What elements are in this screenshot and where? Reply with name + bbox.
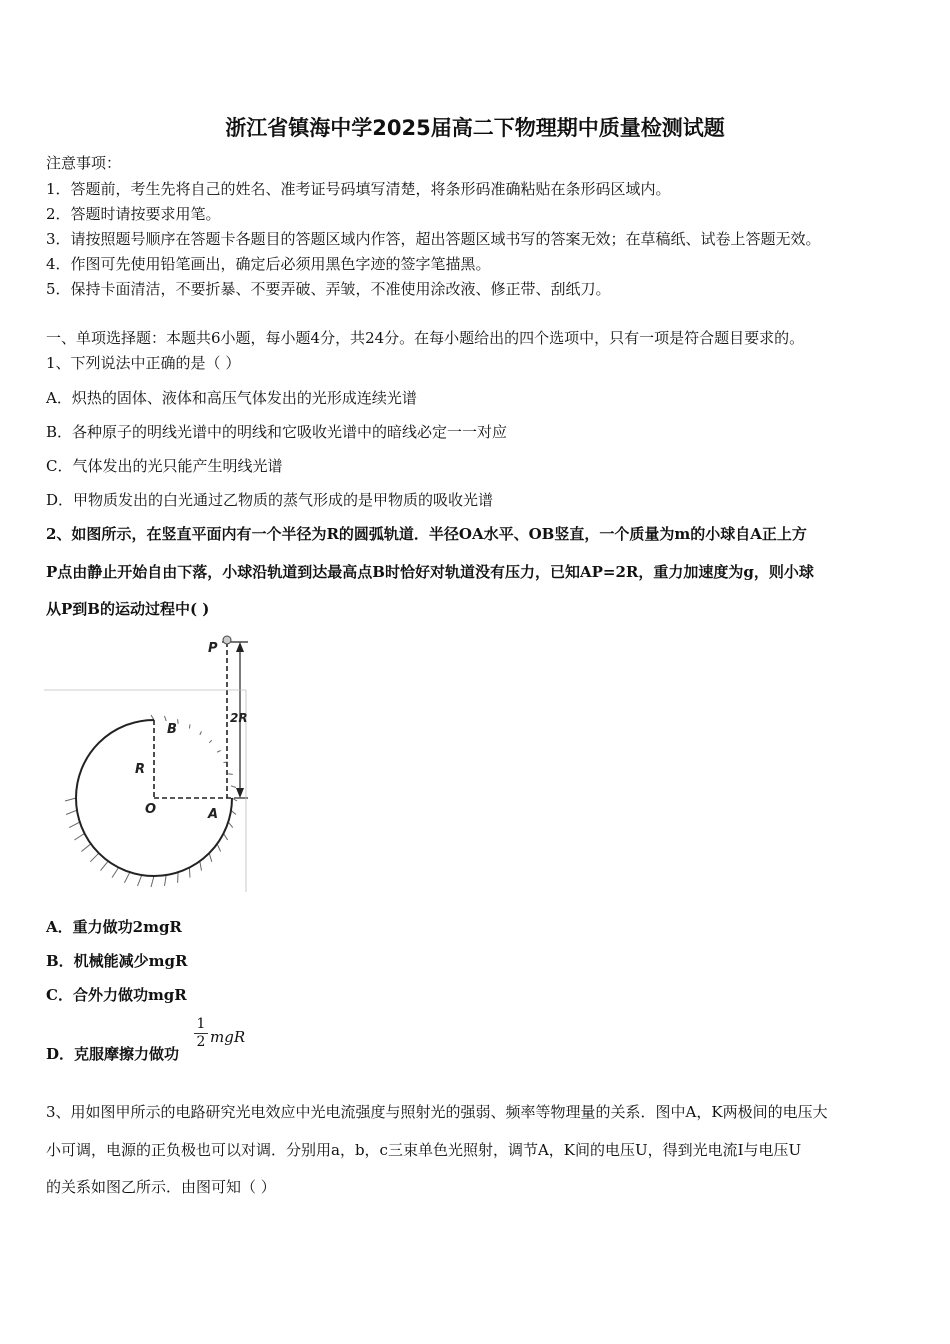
label-o: O — [145, 802, 157, 817]
notice-item: 3．请按照题号顺序在答题卡各题目的答题区域内作答，超出答题区域书写的答案无效；在草稿纸、试卷上答题无效。 — [46, 230, 821, 248]
question-3-stem-line: 的关系如图乙所示．由图可知（ ） — [46, 1178, 276, 1196]
label-b: B — [167, 722, 177, 737]
question-1-option-d: D．甲物质发出的白光通过乙物质的蒸气形成的是甲物质的吸收光谱 — [46, 491, 494, 509]
question-2-stem-line: 从P到B的运动过程中( ) — [46, 600, 210, 618]
notice-item: 2．答题时请按要求用笔。 — [46, 205, 221, 223]
question-1-option-c: C．气体发出的光只能产生明线光谱 — [46, 457, 283, 475]
track-hatching — [65, 715, 237, 887]
question-2-option-a: A．重力做功2mgR — [46, 918, 182, 936]
question-1-option-a: A．炽热的固体、液体和高压气体发出的光形成连续光谱 — [46, 389, 417, 407]
fraction-one-half — [194, 1016, 208, 1051]
section-heading: 一、单项选择题：本题共6小题，每小题4分，共24分。在每小题给出的四个选项中，只有一项是符合题目要求的。 — [46, 329, 805, 347]
question-3-stem-line: 小可调，电源的正负极也可以对调．分别用a，b，c三束单色光照射，调节A，K间的电压U，得到光电流I与电压U — [46, 1141, 802, 1159]
notice-heading: 注意事项： — [46, 154, 122, 172]
notice-item: 4．作图可先使用铅笔画出，确定后必须用黑色字迹的签字笔描黑。 — [46, 255, 491, 273]
label-r: R — [135, 762, 146, 777]
question-3-stem-line: 3、用如图甲所示的电路研究光电效应中光电流强度与照射光的强弱、频率等物理量的关系．图中A，K两极间的电压大 — [46, 1103, 828, 1121]
fraction-numerator: 1 — [194, 1016, 208, 1034]
question-1-stem: 1、下列说法中正确的是（ ） — [46, 354, 241, 372]
question-2-stem-line: P点由静止开始自由下落，小球沿轨道到达最高点B时恰好对轨道没有压力，已知AP=2R，重力加速度为g，则小球 — [46, 563, 814, 581]
page-title: 浙江省镇海中学2025届高二下物理期中质量检测试题 — [225, 116, 725, 140]
ball-p — [223, 636, 231, 644]
notice-item: 5．保持卡面清洁，不要折暴、不要弄破、弄皱，不准使用涂改液、修正带、刮纸刀。 — [46, 280, 611, 298]
question-1-option-b: B．各种原子的明线光谱中的明线和它吸收光谱中的暗线必定一一对应 — [46, 423, 508, 441]
question-2-option-d: D．克服摩擦力做功 — [46, 1045, 180, 1063]
label-2r: 2R — [230, 711, 248, 725]
circular-track-figure — [44, 630, 264, 895]
notice-item: 1．答题前，考生先将自己的姓名、准考证号码填写清楚，将条形码准确粘贴在条形码区域内。 — [46, 180, 671, 198]
fraction-denominator: 2 — [196, 1034, 206, 1050]
label-a: A — [208, 807, 219, 822]
fraction-tail: mgR — [210, 1028, 246, 1046]
label-p: P — [208, 641, 218, 656]
question-2-stem-line: 2、如图所示，在竖直平面内有一个半径为R的圆弧轨道．半径OA水平、OB竖直，一个质量为m的小球自A正上方 — [46, 525, 807, 543]
question-2-option-c: C．合外力做功mgR — [46, 986, 187, 1004]
question-2-option-b: B．机械能减少mgR — [46, 952, 188, 970]
